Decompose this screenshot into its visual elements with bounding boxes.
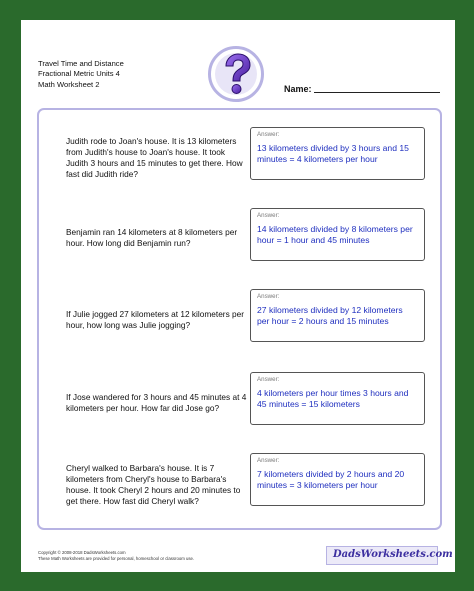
answer-box-4 (250, 372, 425, 425)
answer-label: Answer: (257, 457, 280, 464)
answer-text: 4 kilometers per hour times 3 hours and 45 minutes = 15 kilometers (257, 388, 409, 410)
logo-badge (208, 46, 264, 102)
header-line-worksheet: Math Worksheet 2 (38, 79, 100, 89)
question-3: If Julie jogged 27 kilometers at 12 kilometers per hour, how long was Julie jogging? (66, 309, 245, 330)
question-2: Benjamin ran 14 kilometers at 8 kilometers per hour. How long did Benjamin run? (66, 227, 238, 248)
name-label: Name: (284, 84, 312, 94)
worksheet-page (21, 20, 455, 572)
answer-box-3 (250, 289, 425, 342)
worksheet-header (38, 59, 124, 90)
answer-label: Answer: (257, 293, 280, 300)
usage-notice: These Math Worksheets are provided for personal, homeschool or classroom use. (38, 556, 195, 561)
answer-text: 13 kilometers divided by 3 hours and 15 minutes = 4 kilometers per hour (257, 143, 409, 165)
problems-frame (37, 108, 442, 530)
answer-text: 14 kilometers divided by 8 kilometers per hour = 1 hour and 45 minutes (257, 224, 413, 246)
header-line-subtitle: Fractional Metric Units 4 (38, 69, 120, 79)
answer-label: Answer: (257, 212, 280, 219)
header-line-title: Travel Time and Distance (38, 59, 124, 68)
answer-box-2 (250, 208, 425, 261)
answer-text: 7 kilometers divided by 2 hours and 20 minutes = 3 kilometers per hour (257, 469, 405, 491)
answer-box-1 (250, 127, 425, 180)
question-1: Judith rode to Joan's house. It is 13 kilometers from Judith's house to Joan's house. It took Judith 3 hours and 15 minutes to get there. How fast did Judith ride? (66, 136, 243, 179)
name-field[interactable] (314, 92, 440, 93)
question-5: Cheryl walked to Barbara's house. It is 7 kilometers from Cheryl's house to Barbara's house. It took Cheryl 2 hours and 20 minutes to get there. How fast did Cheryl walk? (66, 463, 241, 506)
footer (38, 550, 194, 562)
answer-label: Answer: (257, 131, 280, 138)
question-mark-icon (221, 53, 253, 97)
copyright-text: Copyright © 2008-2018 DadsWorksheets.com (38, 550, 126, 555)
question-4: If Jose wandered for 3 hours and 45 minutes at 4 kilometers per hour. How far did Jose go? (66, 392, 247, 413)
brand-text: DadsWorksheets.com (333, 549, 453, 560)
answer-label: Answer: (257, 376, 280, 383)
answer-text: 27 kilometers divided by 12 kilometers per hour = 2 hours and 15 minutes (257, 305, 403, 327)
answer-box-5 (250, 453, 425, 506)
brand-logo (326, 546, 453, 565)
